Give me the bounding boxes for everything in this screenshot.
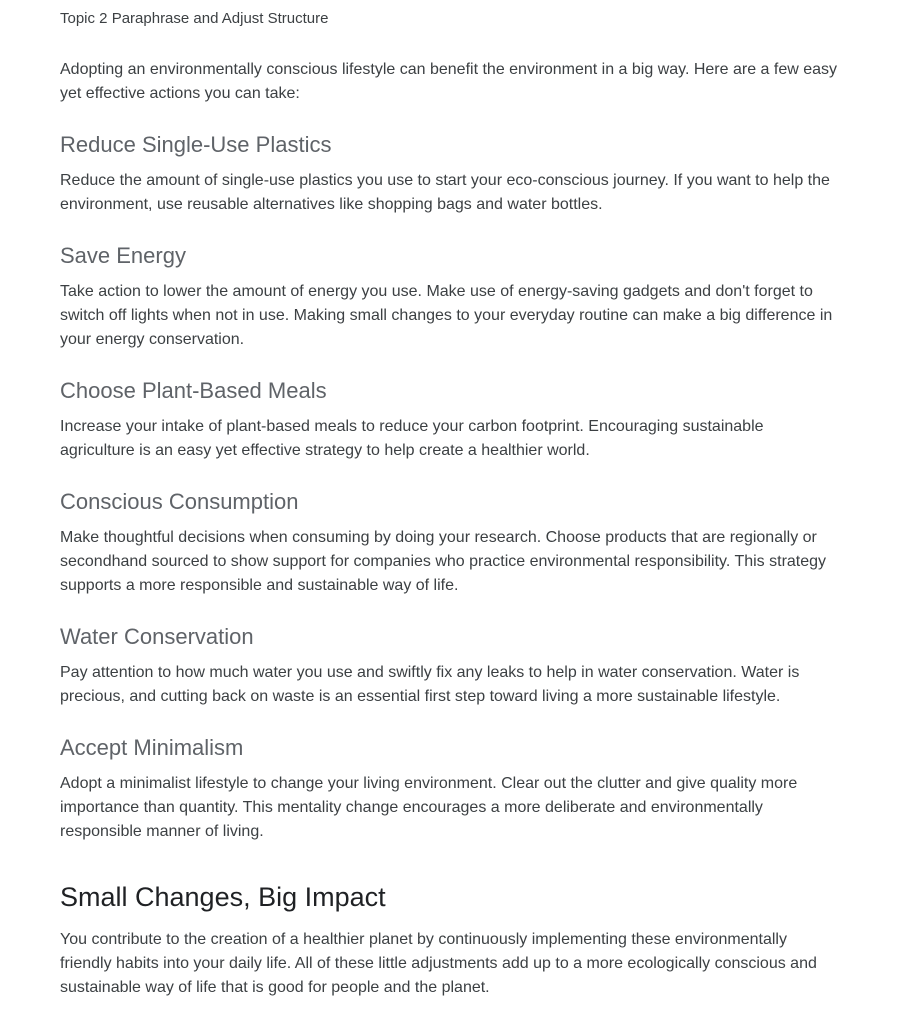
doc-title: Topic 2 Paraphrase and Adjust Structure (60, 10, 329, 27)
section-reduce-plastics (60, 132, 842, 217)
section-heading: Reduce Single-Use Plastics (60, 132, 332, 157)
section-heading: Accept Minimalism (60, 735, 244, 760)
section-paragraph: Reduce the amount of single-use plastics you use to start your eco-conscious journey. If you want to help the environment, use reusable alternatives like shopping bags and water bottles. (60, 172, 830, 213)
section-paragraph: Pay attention to how much water you use and swiftly fix any leaks to help in water conservation. Water is precious, and cutting back on waste is an essential first step toward living a more sustainable lifestyle. (60, 664, 800, 705)
section-paragraph: Increase your intake of plant-based meals to reduce your carbon footprint. Encouraging sustainable agriculture is an easy yet effective strategy to help create a healthier world. (60, 418, 764, 459)
section-conscious-consumption (60, 489, 842, 598)
section-heading: Save Energy (60, 243, 186, 268)
section-water-conservation (60, 624, 842, 709)
conclusion-heading: Small Changes, Big Impact (60, 882, 386, 912)
section-heading: Choose Plant-Based Meals (60, 378, 327, 403)
conclusion-paragraph: You contribute to the creation of a healthier planet by continuously implementing these environmentally friendly habits into your daily life. All of these little adjustments add up to a more ecologically conscious and sustainable way of life that is good for people and the planet. (60, 931, 817, 996)
section-heading: Water Conservation (60, 624, 254, 649)
section-paragraph: Adopt a minimalist lifestyle to change your living environment. Clear out the clutter and give quality more importance than quantity. This mentality change encourages a more deliberate and environmentally responsible manner of living. (60, 775, 798, 840)
section-paragraph: Make thoughtful decisions when consuming by doing your research. Choose products that are regionally or secondhand sourced to show support for companies who practice environmental responsibility. This strategy supports a more responsible and sustainable way of life. (60, 529, 827, 594)
intro-paragraph: Adopting an environmentally conscious lifestyle can benefit the environment in a big way. Here are a few easy yet effective actions you can take: (60, 61, 838, 102)
section-paragraph: Take action to lower the amount of energy you use. Make use of energy-saving gadgets and don't forget to switch off lights when not in use. Making small changes to your everyday routine can make a big difference in your energy conservation. (60, 283, 833, 348)
section-accept-minimalism (60, 735, 842, 844)
section-save-energy (60, 243, 842, 352)
section-heading: Conscious Consumption (60, 489, 299, 514)
section-plant-based-meals (60, 378, 842, 463)
section-conclusion (60, 880, 842, 1000)
